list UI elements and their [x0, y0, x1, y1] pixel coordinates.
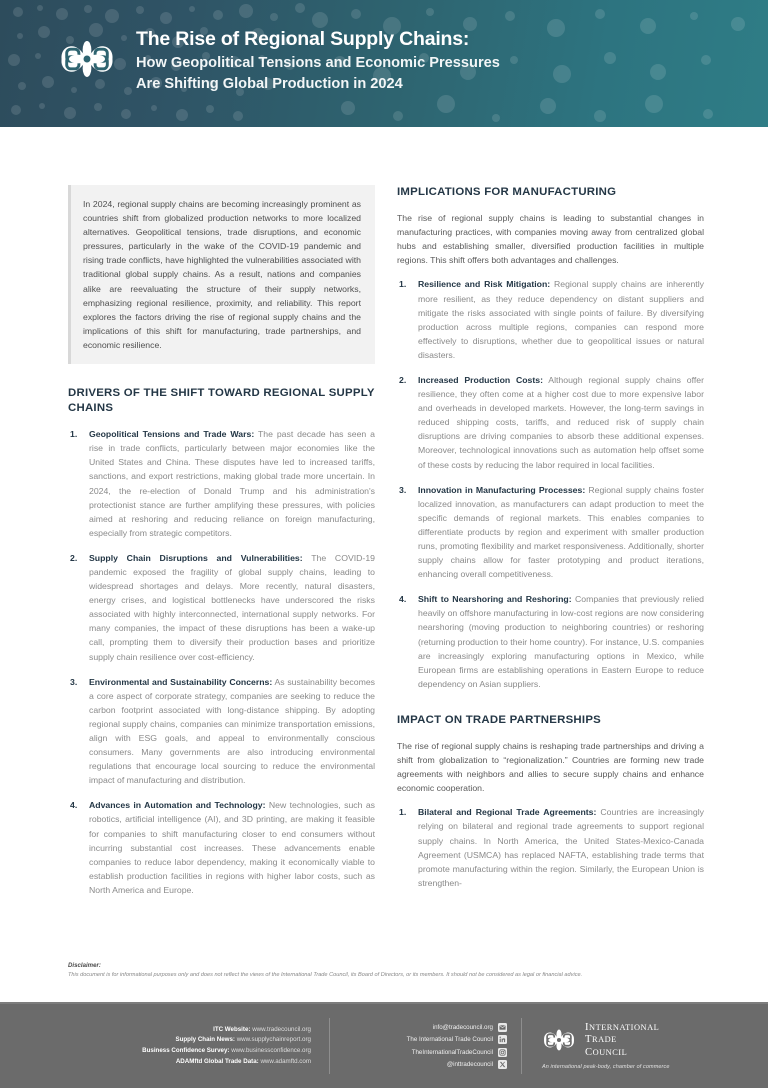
footer-social-column: [330, 1018, 522, 1074]
list-item: [68, 798, 375, 897]
footer-link-url: www.tradecouncil.org: [252, 1025, 311, 1033]
section-title-implications: IMPLICATIONS FOR MANUFACTURING: [397, 186, 617, 198]
list-item-title: Resilience and Risk Mitigation:: [418, 279, 551, 290]
trade-partnerships-intro-paragraph: The rise of regional supply chains is reshaping trade partnerships and driving a shift from globalization to “regionalization.” Countries are forming new trade agreements with neighbors and allies to secure supply chains and enhance economic cooperation.: [397, 741, 704, 794]
footer-link-adamftd-global-trade-data[interactable]: [0, 1058, 311, 1066]
footer-logo-line1: INTERNATIONAL: [585, 1021, 660, 1033]
drivers-list: [68, 427, 375, 897]
list-item-body: As sustainability becomes a core aspect of corporate strategy, companies are seeking to reduce the carbon footprint associated with long-distance shipping. By adopting regional supply chains, companies can minimize transportation emissions, align with ESG goals, and appeal to environmentally conscious consumers. Many governments are also introducing environmental regulations that encourage local sourcing to reduce the environmental impact of manufacturing and distribution.: [89, 676, 375, 786]
footer-logo-line3: COUNCIL: [585, 1047, 628, 1059]
footer-email-row[interactable]: [340, 1023, 507, 1032]
left-column: [68, 185, 375, 908]
footer-link-business-confidence-survey[interactable]: [0, 1047, 311, 1055]
footer-logo-column: [522, 1018, 768, 1074]
footer-linkedin-row[interactable]: [340, 1035, 507, 1044]
list-item-title: Shift to Nearshoring and Reshoring:: [418, 594, 572, 605]
footer-link-itc-website[interactable]: [0, 1026, 311, 1034]
list-item-body: Companies that previously relied heavily on offshore manufacturing in low-cost regions are now considering nearshoring (moving production to neighboring countries) or reshoring (returning production to their home country). For instance, U.S. companies are increasingly exploring manufacturing options in Mexico, while European firms are establishing operations in Eastern Europe to reduce dependency on Asian suppliers.: [418, 594, 705, 689]
list-item: [68, 551, 375, 664]
list-item: [397, 277, 704, 362]
page-subtitle-line1: How Geopolitical Tensions and Economic Pressures: [136, 54, 500, 71]
right-column: [397, 185, 704, 901]
footer-logo-line2: TRADE: [585, 1034, 617, 1046]
list-item-title: Innovation in Manufacturing Processes:: [418, 484, 586, 495]
disclaimer-block: [68, 962, 708, 980]
list-item-body: Regional supply chains foster localized innovation, as manufacturers can adapt production to meet the specific demands of regional markets. This enables companies to differentiate products by region and experiment with smaller production runs, promoting flexibility and market responsiveness. Additionally, shorter supply chains allow for faster prototyping and product iterations, enhancing overall competitiveness.: [418, 484, 704, 580]
disclaimer-text: This document is for informational purposes only and does not reflect the views of the International Trade Council, its Board of Directors, or its members. It should not be considered as legal or financial advice.: [68, 972, 583, 978]
instagram-icon[interactable]: [498, 1048, 507, 1057]
list-item-title: Environmental and Sustainability Concerns:: [89, 676, 273, 687]
page-header: [0, 0, 768, 127]
international-trade-council-logo-icon: [58, 30, 116, 88]
list-item: [68, 427, 375, 540]
implications-intro-paragraph: The rise of regional supply chains is leading to substantial changes in manufacturing practices, with companies moving away from centralized global hubs and establishing smaller, diversified production facilities in multiple regions. This shift offers both advantages and challenges.: [397, 213, 704, 266]
list-item: [68, 675, 375, 788]
footer-link-supply-chain-news[interactable]: [0, 1036, 311, 1044]
list-item-title: Advances in Automation and Technology:: [89, 800, 266, 811]
document-body: [0, 127, 768, 1002]
footer-link-url: www.adamftd.com: [260, 1058, 311, 1066]
section-title-trade-partnerships: IMPACT ON TRADE PARTNERSHIPS: [397, 713, 602, 726]
list-item-title: Bilateral and Regional Trade Agreements:: [418, 807, 597, 818]
page-footer: [0, 1002, 768, 1088]
footer-link-label: ITC Website:: [213, 1025, 251, 1033]
page-subtitle-line2: Are Shifting Global Production in 2024: [136, 76, 403, 93]
list-item-title: Supply Chain Disruptions and Vulnerabilities:: [89, 552, 303, 563]
footer-instagram-row[interactable]: [340, 1048, 507, 1057]
header-content: [58, 26, 500, 95]
footer-link-url: www.businessconfidence.org: [231, 1047, 311, 1055]
list-item-body: Countries are increasingly relying on bilateral and regional trade agreements to support regional supply chains. In North America, the United States-Mexico-Canada Agreement (USMCA) has replaced NAFTA, establishing trade terms that promote manufacturing within the region. Similarly, the European Union is strengthen-: [418, 807, 704, 888]
footer-x-twitter-row[interactable]: [340, 1060, 507, 1069]
list-item: [397, 805, 704, 890]
list-item-body: Regional supply chains are inherently more resilient, as they reduce dependency on distant suppliers and mitigate the risks associated with single points of failure. By diversifying production across multiple regions, companies can respond more effectively to disruptions, whether due to geopolitical issues or natural disasters.: [418, 279, 704, 360]
footer-link-label: Supply Chain News:: [175, 1036, 235, 1044]
list-item-body: The past decade has seen a rise in trade conflicts, particularly between major economies like the United States and China. These disputes have led to increased tariffs, sanctions, and export restrictions, making global trade more uncertain. In 2024, the re-election of Donald Trump and his administration's protectionist stance are further amplifying these pressures, with policies aimed at reshoring and reducing reliance on foreign manufacturing, especially from strategic competitors.: [89, 429, 375, 538]
x-twitter-icon[interactable]: [498, 1060, 507, 1069]
list-item: [397, 483, 704, 582]
footer-linkedin-text: The International Trade Council: [406, 1036, 493, 1044]
footer-link-url: www.supplychainreport.org: [236, 1036, 311, 1044]
intro-paragraph: In 2024, regional supply chains are becoming increasingly prominent as countries shift from globalized production networks to more localized alternatives. Geopolitical tensions, trade disruptions, and economic pressures, particularly in the wake of the COVID-19 pandemic and rising trade conflicts, have highlighted the vulnerabilities associated with traditional global supply chains. As a result, nations and companies alike are reevaluating the structure of their supply networks, emphasizing regional resilience, proximity, and reliability. This report explores the factors driving the rise of regional supply chains and the implications of this shift for manufacturing, trade partnerships, and economic resilience.: [83, 199, 361, 350]
trade-partnerships-list: [397, 805, 704, 890]
list-item: [397, 592, 704, 691]
list-item-body: New technologies, such as robotics, artificial intelligence (AI), and 3D printing, are making it feasible for companies to shift manufacturing closer to end consumers without incurring substantial cost increases. These advancements enable companies to reduce labor dependency, making it economically viable to establish production facilities in regions with higher labor costs, such as North America and Europe.: [89, 800, 375, 895]
footer-logo-tagline: An international peak-body, chamber of commerce: [542, 1064, 670, 1071]
list-item-body: Although regional supply chains offer resilience, they often come at a higher cost due to more expensive labor and overheads in developed markets. However, the long-term savings in reduced shipping costs, tariffs, and reduced risk of supply chain disruptions are driving companies to absorb these additional expenses. Moreover, technological innovations such as automation help offset some of these costs by reducing the labor required in local facilities.: [418, 374, 704, 470]
footer-x-twitter-text: @inttradecouncil: [446, 1061, 493, 1069]
disclaimer-label: Disclaimer:: [68, 962, 101, 969]
list-item-title: Increased Production Costs:: [418, 374, 543, 385]
footer-link-label: ADAMftd Global Trade Data:: [175, 1058, 259, 1066]
footer-email-text: info@tradecouncil.org: [432, 1023, 493, 1031]
international-trade-council-footer-logo-icon: [542, 1023, 576, 1057]
page-title: The Rise of Regional Supply Chains:: [136, 28, 470, 50]
intro-callout-box: [68, 185, 375, 364]
implications-list: [397, 277, 704, 691]
list-item-title: Geopolitical Tensions and Trade Wars:: [89, 429, 255, 440]
footer-link-label: Business Confidence Survey:: [142, 1047, 230, 1055]
footer-instagram-text: TheInternationalTradeCouncil: [411, 1048, 493, 1056]
section-title-drivers: DRIVERS OF THE SHIFT TOWARD REGIONAL SUPPLY CHAINS: [68, 387, 375, 415]
envelope-icon[interactable]: [498, 1023, 507, 1032]
list-item: [397, 373, 704, 472]
list-item-body: The COVID-19 pandemic exposed the fragility of global supply chains, leading to widespread shortages and delays. More recently, natural disasters, energy crises, and logistical bottlenecks have underscored the risks associated with highly interconnected, international supply networks. For many companies, the impact of these disruptions has been a wake-up call, prompting them to diversify their production bases and prioritize supply chain resilience over cost-efficiency.: [89, 552, 375, 662]
header-title-block: [136, 26, 500, 95]
footer-links-column: [0, 1018, 330, 1074]
linkedin-icon[interactable]: [498, 1035, 507, 1044]
